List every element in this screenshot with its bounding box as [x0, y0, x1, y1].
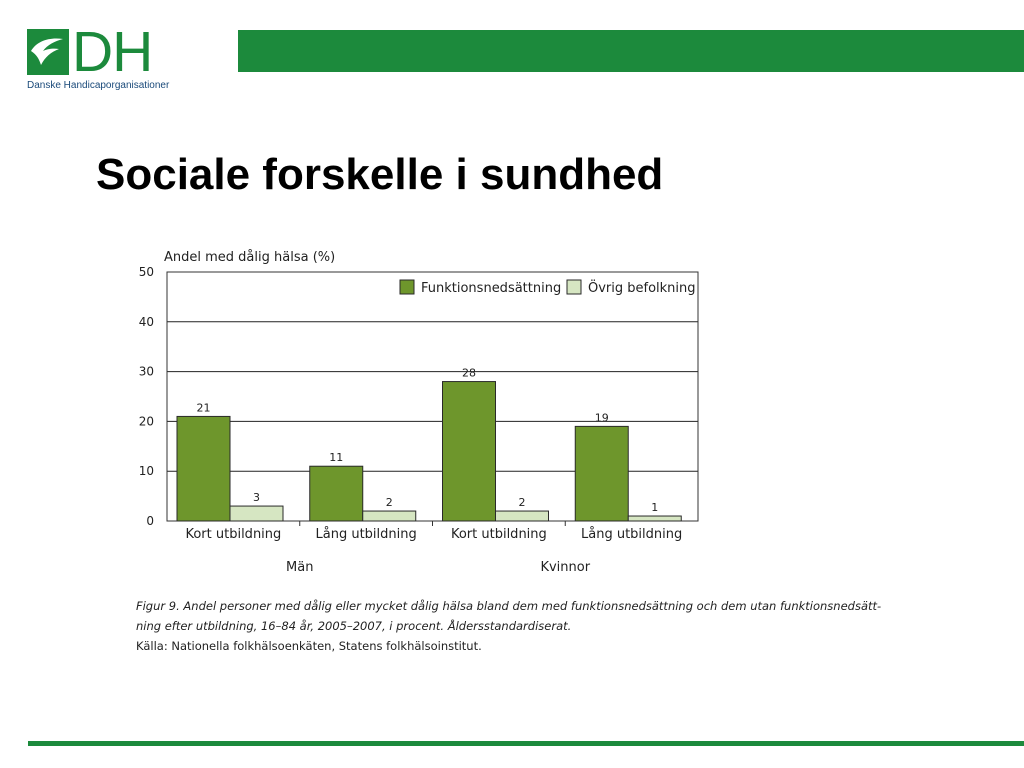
bar-funktionsnedsattning — [177, 416, 230, 521]
x-tick-label: Kort utbildning — [185, 527, 282, 542]
data-label: 19 — [594, 411, 609, 425]
figure-caption — [136, 596, 896, 656]
group-label: Män — [286, 560, 314, 575]
data-label: 1 — [651, 501, 659, 515]
legend-swatch — [400, 280, 414, 294]
dh-logo — [27, 20, 170, 91]
bird-icon — [27, 29, 69, 75]
caption-source: Källa: Nationella folkhälsoenkäten, Statens folkhälsoinstitut. — [136, 639, 482, 653]
bar-funktionsnedsattning — [575, 426, 628, 521]
x-tick-label: Kort utbildning — [450, 527, 547, 542]
slide-title: Sociale forskelle i sundhed — [96, 150, 664, 199]
data-label: 2 — [385, 496, 393, 510]
group-label: Kvinnor — [540, 560, 591, 575]
logo-subtitle: Danske Handicaporganisationer — [27, 80, 170, 91]
y-tick-label: 50 — [138, 265, 154, 279]
legend-swatch — [567, 280, 581, 294]
bar-ovrig-befolkning — [496, 511, 549, 521]
legend-label: Övrig befolkning — [588, 281, 696, 296]
bar-funktionsnedsattning — [310, 466, 363, 521]
data-label: 28 — [462, 366, 476, 380]
logo-letters: DH — [72, 20, 153, 84]
data-label: 3 — [253, 491, 260, 505]
y-tick-label: 20 — [138, 414, 154, 429]
footer-line — [28, 741, 1024, 746]
y-tick-label: 40 — [138, 314, 154, 329]
data-label: 2 — [518, 496, 526, 510]
legend-label: Funktionsnedsättning — [421, 281, 562, 296]
y-axis-label: Andel med dålig hälsa (%) — [164, 250, 336, 265]
bar-ovrig-befolkning — [628, 516, 681, 521]
caption-figure-text: Figur 9. Andel personer med dålig eller mycket dålig hälsa bland dem med funktionsnedsättning och dem utan funktionsnedsätt-ning efter utbildning, 16–84 år, 2005–2007, i procent. Åldersstandardiserat. — [136, 599, 882, 633]
bar-ovrig-befolkning — [230, 506, 283, 521]
bar-ovrig-befolkning — [363, 511, 416, 521]
y-tick-label: 30 — [138, 364, 154, 379]
header-bar — [238, 30, 1024, 72]
x-tick-label: Lång utbildning — [581, 527, 683, 542]
data-label: 11 — [329, 451, 344, 465]
bar-funktionsnedsattning — [443, 382, 496, 521]
x-tick-label: Lång utbildning — [315, 527, 417, 542]
data-label: 21 — [196, 401, 211, 415]
y-tick-label: 10 — [138, 464, 154, 479]
y-tick-label: 0 — [146, 514, 154, 528]
